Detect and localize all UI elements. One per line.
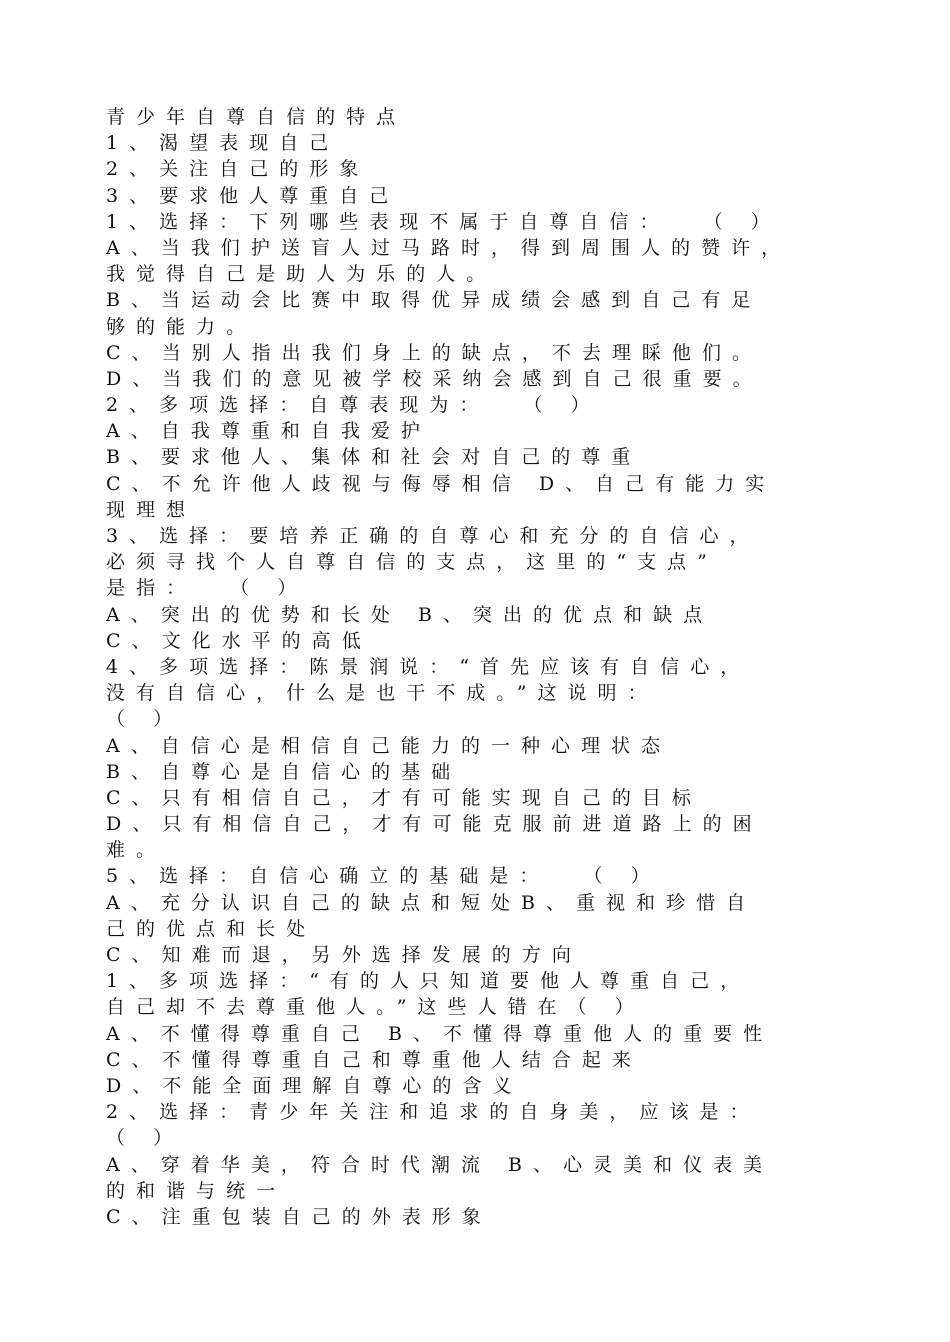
text-line: A、突出的优势和长处 B、突出的优点和缺点 [106, 603, 714, 626]
text-line: 青少年自尊自信的特点 [106, 106, 407, 128]
text-line: 1、多项选择：“有的人只知道要他人尊重自己， [106, 970, 751, 993]
text-line: C、当别人指出我们身上的缺点，不去理睬他们。 [106, 341, 762, 364]
text-line: C、不允许他人歧视与侮辱相信 D、自己有能力实 [106, 472, 776, 495]
text-line: C、知难而退，另外选择发展的方向 [106, 944, 582, 966]
text-line: C、不懂得尊重自己和尊重他人结合起来 [106, 1048, 642, 1071]
text-line: A、不懂得尊重自己 B、不懂得尊重他人的重要性 [106, 1022, 774, 1045]
text-line: C、只有相信自己，才有可能实现自己的目标 [106, 786, 702, 809]
text-line: 难。 [106, 839, 167, 862]
text-line: D、不能全面理解自尊心的含义 [106, 1074, 523, 1097]
text-line: 2、选择：青少年关注和追求的自身美，应该是： [106, 1101, 760, 1124]
text-line: D、只有相信自己，才有可能克服前进道路上的困 [106, 813, 763, 836]
text-line: 2、多项选择：自尊表现为： （ ） [106, 394, 601, 417]
text-line: （ ） [106, 708, 184, 731]
text-line: A、当我们护送盲人过马路时，得到周围人的赞许， [106, 236, 792, 259]
text-line: 3、选择：要培养正确的自尊心和充分的自信心， [106, 525, 760, 547]
text-line: 4、多项选择：陈景润说：“首先应该有自信心， [106, 655, 751, 678]
text-line: 1、渴望表现自己 [106, 132, 340, 155]
document-page [106, 104, 836, 1230]
text-line: 自己却不去尊重他人。”这些人错在（ ） [106, 996, 645, 1019]
text-line: C、文化水平的高低 [106, 629, 372, 652]
text-line: A、自信心是相信自己能力的一种心理状态 [106, 734, 672, 757]
text-line: 己的优点和长处 [106, 917, 317, 940]
text-line: B、当运动会比赛中取得优异成绩会感到自己有足 [106, 289, 762, 312]
text-line: A、自我尊重和自我爱护 [106, 420, 431, 443]
text-line: D、当我们的意见被学校采纳会感到自己很重要。 [106, 367, 763, 390]
text-line: 的和谐与统一 [106, 1179, 287, 1202]
text-line: 我觉得自己是助人为乐的人。 [106, 263, 497, 286]
text-line: 是指： （ ） [106, 577, 308, 600]
text-line: 5、选择：自信心确立的基础是： （ ） [106, 865, 661, 888]
text-line: 1、选择：下列哪些表现不属于自尊自信： （ ） [106, 210, 781, 233]
text-line: 没有自信心，什么是也干不成。”这说明： [106, 682, 658, 705]
text-line: A、充分认识自己的缺点和短处B、重视和珍惜自 [106, 891, 757, 914]
text-line: B、自尊心是自信心的基础 [106, 760, 462, 783]
text-line: C、注重包装自己的外表形象 [106, 1205, 492, 1228]
text-line: 2、关注自己的形象 [106, 158, 370, 181]
text-line: 必须寻找个人自尊自信的支点，这里的“支点” [106, 551, 718, 574]
text-line: 现理想 [106, 498, 197, 521]
text-line: 3、要求他人尊重自己 [106, 184, 400, 207]
text-line: （ ） [106, 1127, 184, 1150]
text-line: 够的能力。 [106, 315, 257, 338]
text-line: A、穿着华美，符合时代潮流 B、心灵美和仪表美 [106, 1153, 774, 1176]
text-line: B、要求他人、集体和社会对自己的尊重 [106, 446, 642, 469]
